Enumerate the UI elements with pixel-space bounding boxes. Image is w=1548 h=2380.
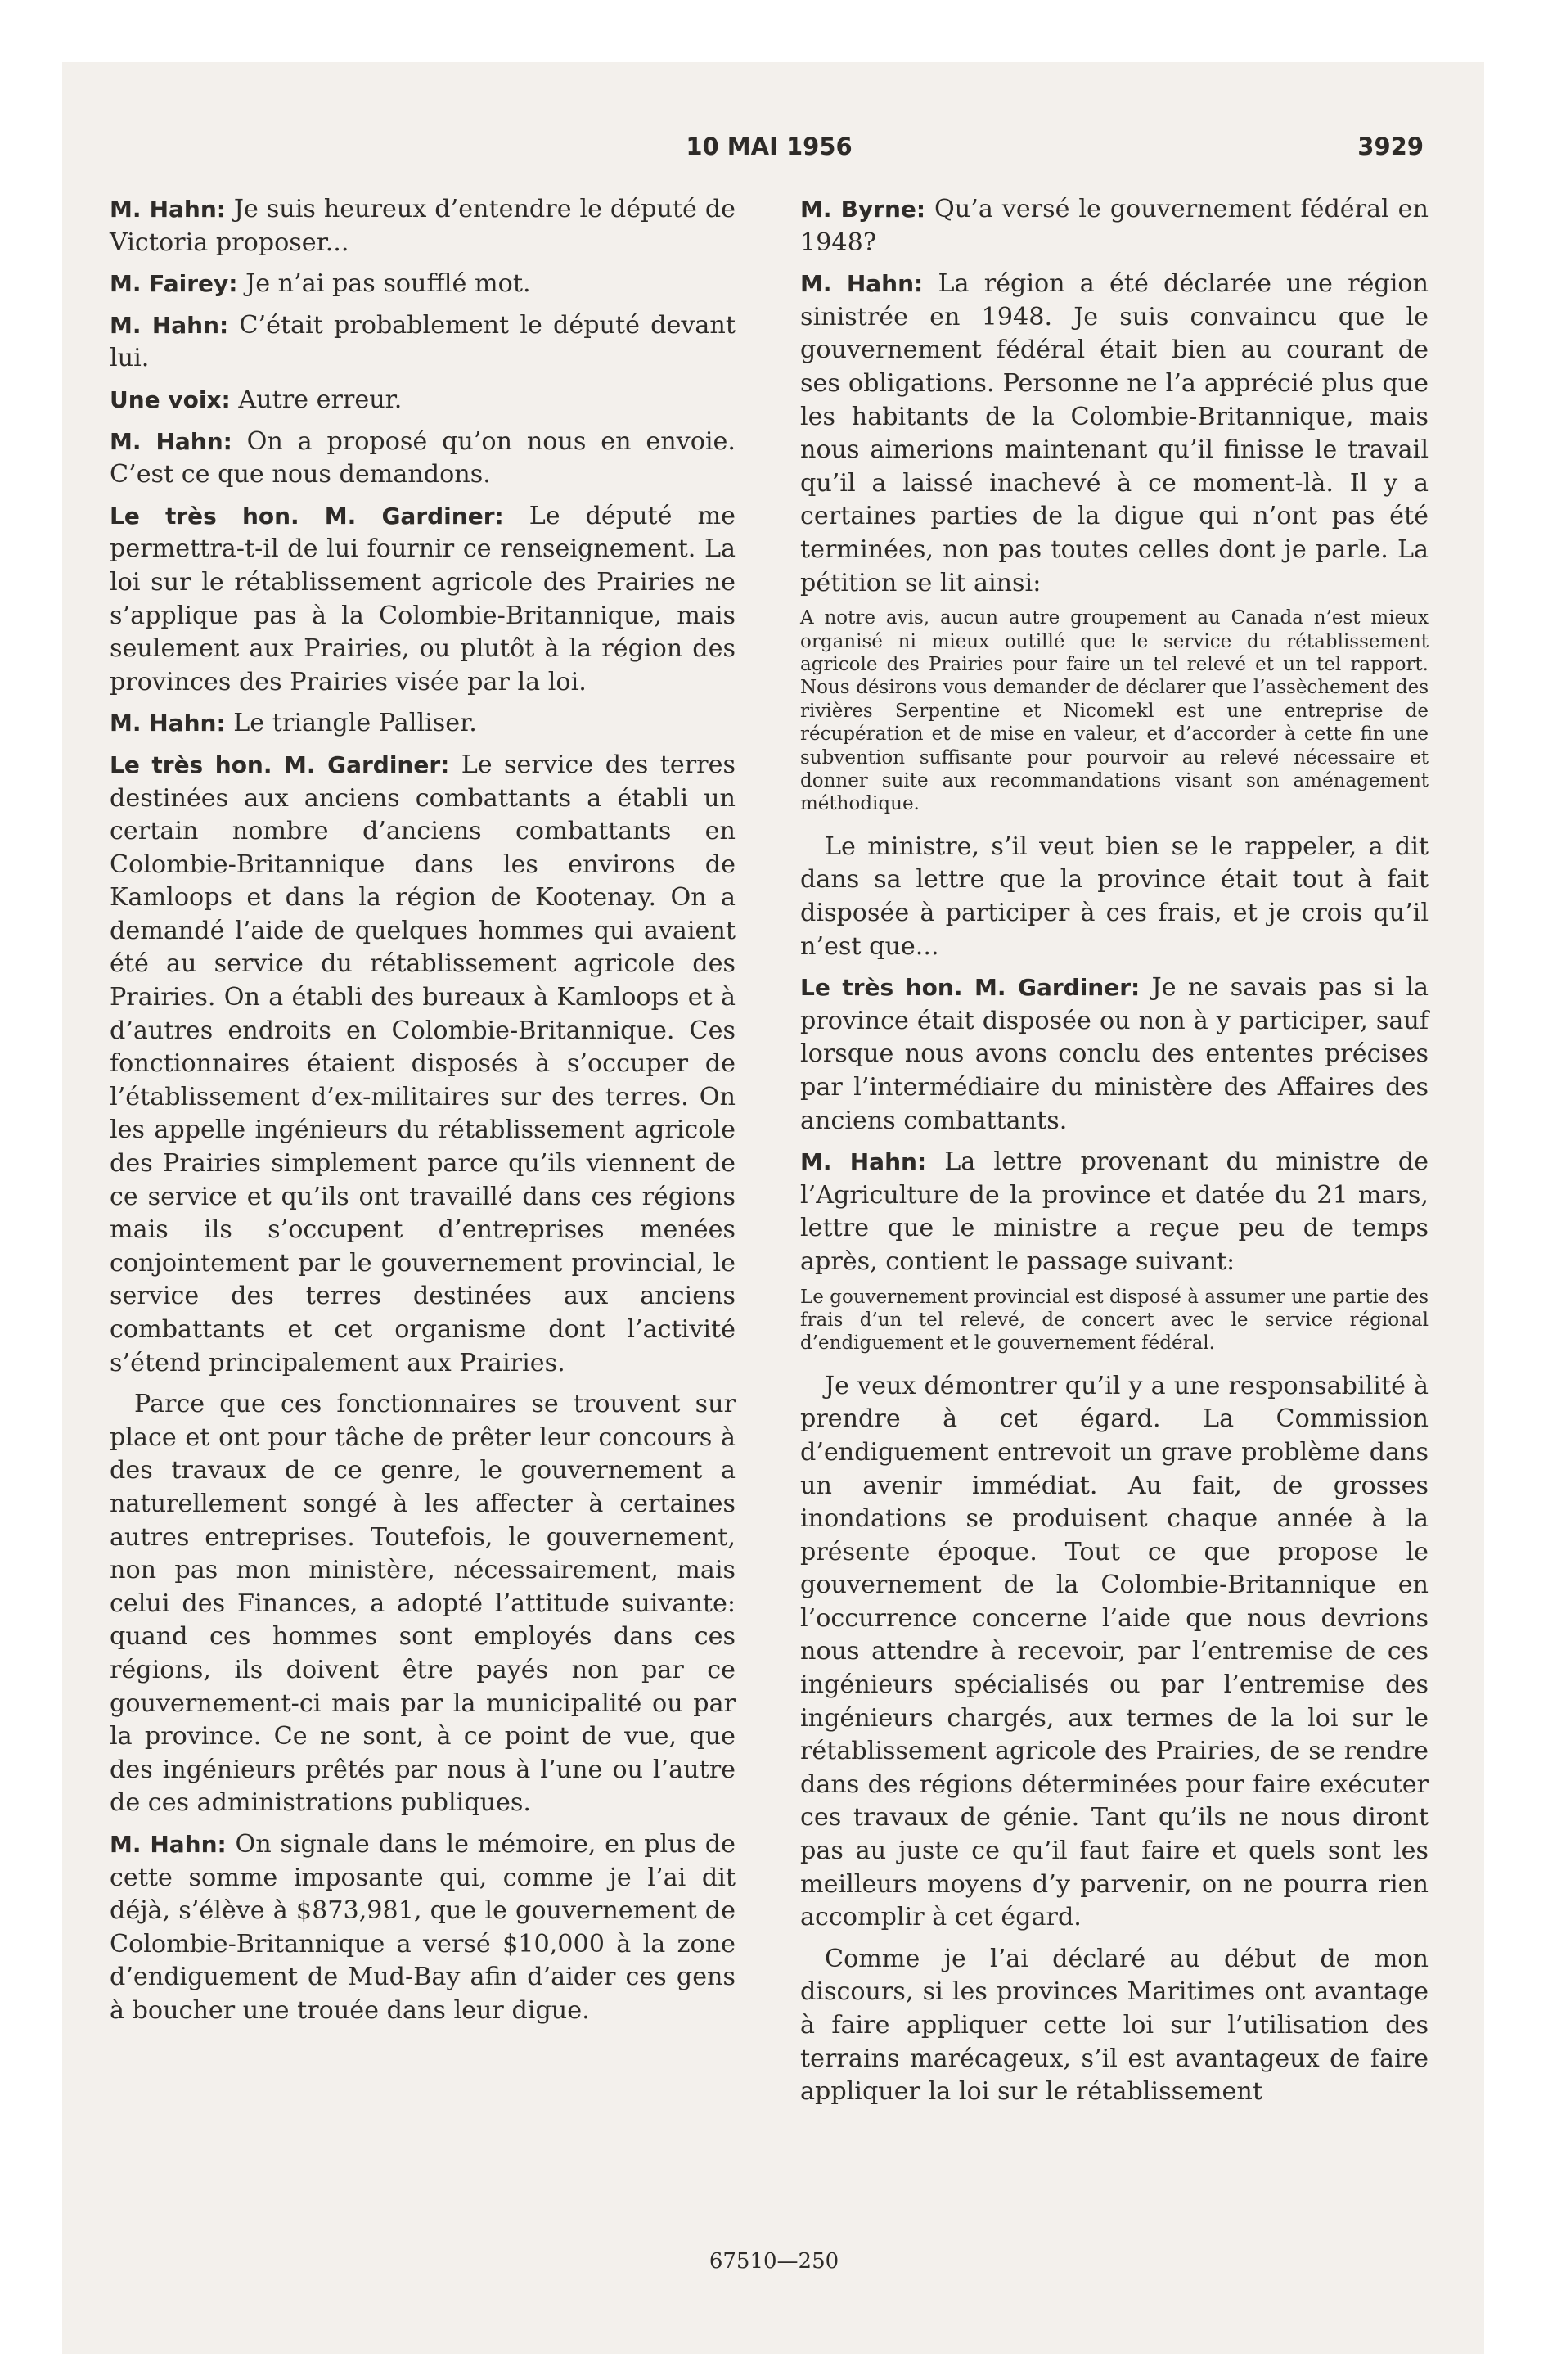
paragraph bbox=[110, 500, 736, 700]
paragraph bbox=[110, 384, 736, 417]
page-header bbox=[110, 133, 1429, 170]
speaker-name: M. Hahn: bbox=[110, 710, 226, 737]
left-column bbox=[110, 193, 736, 2035]
paragraph bbox=[110, 268, 736, 301]
paragraph bbox=[110, 749, 736, 1380]
page-number: 3929 bbox=[1357, 133, 1424, 160]
paragraph-text: Autre erreur. bbox=[238, 385, 403, 414]
paragraph-text: C’était probablement le député devant lui. bbox=[110, 310, 736, 373]
paragraph bbox=[800, 1146, 1429, 1278]
right-column bbox=[800, 193, 1429, 2117]
paragraph bbox=[800, 1370, 1429, 1935]
paragraph-text: On a proposé qu’on nous en envoie. C’est ce que nous demandons. bbox=[110, 426, 736, 489]
paragraph-text: Le ministre, s’il veut bien se le rappeler, a dit dans sa lettre que la province était tout à fait disposée à participer à ces frais, et je crois qu’il n’est que... bbox=[800, 832, 1429, 961]
quoted-passage: Le gouvernement provincial est disposé à assumer une partie des frais d’un tel relevé, de concert avec le service régional d’endiguement et le gouvernement fédéral. bbox=[800, 1286, 1429, 1355]
speaker-name: M. Hahn: bbox=[110, 427, 232, 455]
paragraph-text: Le député me permettra-t-il de lui fournir ce renseignement. La loi sur le rétablissement agricole des Prairies ne s’applique pas à la Colombie-Britannique, mais seulement aux Prairies, ou plutôt à la région des provinces des Prairies visée par la loi. bbox=[110, 501, 736, 696]
speaker-name: M. Hahn: bbox=[110, 1830, 227, 1858]
paragraph bbox=[800, 268, 1429, 600]
speaker-name: M. Hahn: bbox=[800, 1148, 927, 1176]
paragraph-text: Qu’a versé le gouvernement fédéral en 1948? bbox=[800, 195, 1429, 257]
page-date: 10 MAI 1956 bbox=[686, 133, 853, 160]
paragraph-text: Parce que ces fonctionnaires se trouvent sur place et ont pour tâche de prêter leur concours à des travaux de ce genre, le gouvernement a naturellement songé à les affecter à certaines autres entreprises. Toutefois, le gouvernement, non pas mon ministère, nécessairement, mais celui des Finances, a adopté l’attitude suivante: quand ces hommes sont employés dans ces régions, ils doivent être payés non par ce gouvernement-ci mais par la municipalité ou par la province. Ce ne sont, à ce point de vue, que des ingénieurs prêtés par nous à l’une ou l’autre de ces administrations publiques. bbox=[110, 1390, 736, 1818]
paragraph-text: La lettre provenant du ministre de l’Agriculture de la province et datée du 21 mars, lettre que le ministre a reçue peu de temps après, contient le passage suivant: bbox=[800, 1147, 1429, 1276]
paragraph bbox=[110, 426, 736, 492]
speaker-name: Le très hon. M. Gardiner: bbox=[110, 751, 450, 778]
speaker-name: Une voix: bbox=[110, 385, 231, 413]
paragraph-text: Le service des terres destinées aux anciens combattants a établi un certain nombre d’anciens combattants en Colombie-Britannique dans les environs de Kamloops et dans la région de Kootenay. On a demandé l’aide de quelques hommes qui avaient été au service du rétablissement agricole des Prairies. On a établi des bureaux à Kamloops et à d’autres endroits en Colombie-Britannique. Ces fonctionnaires étaient disposés à s’occuper de l’établissement d’ex-militaires sur des terres. On les appelle ingénieurs du rétablissement agricole des Prairies simplement parce qu’ils viennent de ce service et qu’ils ont travaillé dans ces régions mais ils s’occupent d’entreprises menées conjointement par le gouvernement provincial, le service des terres destinées aux anciens combattants et cet organisme dont l’activité s’étend principalement aux Prairies. bbox=[110, 750, 736, 1377]
speaker-name: M. Hahn: bbox=[110, 196, 226, 223]
paragraph bbox=[110, 1388, 736, 1820]
paragraph bbox=[800, 971, 1429, 1138]
paragraph-text: Je n’ai pas soufflé mot. bbox=[245, 269, 531, 299]
speaker-name: M. Byrne: bbox=[800, 196, 926, 223]
paragraph-text: Je ne savais pas si la province était disposée ou non à y participer, sauf lorsque nous avons conclu des ententes précises par l’intermédiaire du ministère des Affaires des anciens combattants. bbox=[800, 973, 1429, 1135]
paragraph-text: Je suis heureux d’entendre le député de Victoria proposer... bbox=[110, 195, 736, 257]
quoted-passage: A notre avis, aucun autre groupement au Canada n’est mieux organisé ni mieux outillé que le service du rétablissement agricole des Prairies pour faire un tel relevé et un tel rapport. Nous désirons vous demander de déclarer que l’assèchement des rivières Serpentine et Nicomekl est une entreprise de récupération et de mise en valeur, et d’accorder à cette fin une subvention suffisante pour pourvoir au relevé nécessaire et donner suite aux recommandations visant son aménagement méthodique. bbox=[800, 607, 1429, 815]
speaker-name: M. Hahn: bbox=[800, 270, 924, 298]
paragraph-text: Le triangle Palliser. bbox=[233, 709, 477, 738]
paragraph bbox=[110, 1828, 736, 2028]
paragraph-text: Je veux démontrer qu’il y a une responsabilité à prendre à cet égard. La Commission d’endiguement entrevoit un grave problème dans un avenir immédiat. Au fait, de grosses inondations se produisent chaque année à la présente époque. Tout ce que propose le gouvernement de la Colombie-Britannique en l’occurrence concerne l’aide que nous devrions nous attendre à recevoir, par l’entremise de ces ingénieurs spécialisés ou par l’entremise des ingénieurs chargés, aux termes de la loi sur le rétablissement agricole des Prairies, de se rendre dans des régions déterminées pour faire exécuter ces travaux de génie. Tant qu’ils ne nous diront pas au juste ce qu’il faut faire et quels sont les meilleurs moyens d’y parvenir, on ne pourra rien accomplir à cet égard. bbox=[800, 1371, 1429, 1932]
speaker-name: M. Hahn: bbox=[110, 311, 229, 339]
paragraph-text: On signale dans le mémoire, en plus de cette somme imposante qui, comme je l’ai dit déjà, s’élève à $873,981, que le gouvernement de Colombie-Britannique a versé $10,000 à la zone d’endiguement de Mud-Bay afin d’aider ces gens à boucher une trouée dans leur digue. bbox=[110, 1829, 736, 2025]
paragraph-text: La région a été déclarée une région sinistrée en 1948. Je suis convaincu que le gouvernement fédéral était bien au courant de ses obligations. Personne ne l’a apprécié plus que les habitants de la Colombie-Britannique, mais nous aimerions maintenant qu’il finisse le travail qu’il a laissé inachevé à ce moment-là. Il y a certaines parties de la digue qui n’ont pas été terminées, non pas toutes celles dont je parle. La pétition se lit ainsi: bbox=[800, 269, 1429, 597]
paragraph bbox=[110, 193, 736, 259]
paragraph bbox=[800, 1943, 1429, 2109]
paragraph bbox=[110, 707, 736, 741]
paragraph bbox=[110, 309, 736, 376]
paragraph bbox=[800, 831, 1429, 963]
speaker-name: Le très hon. M. Gardiner: bbox=[800, 974, 1141, 1002]
speaker-name: Le très hon. M. Gardiner: bbox=[110, 502, 504, 530]
footer-code: 67510—250 bbox=[709, 2249, 839, 2274]
paragraph bbox=[800, 193, 1429, 259]
speaker-name: M. Fairey: bbox=[110, 270, 238, 298]
paragraph-text: Comme je l’ai déclaré au début de mon discours, si les provinces Maritimes ont avantage à faire appliquer cette loi sur l’utilisation des terrains marécageux, s’il est avantageux de faire appliquer la loi sur le rétablissement bbox=[800, 1944, 1429, 2107]
